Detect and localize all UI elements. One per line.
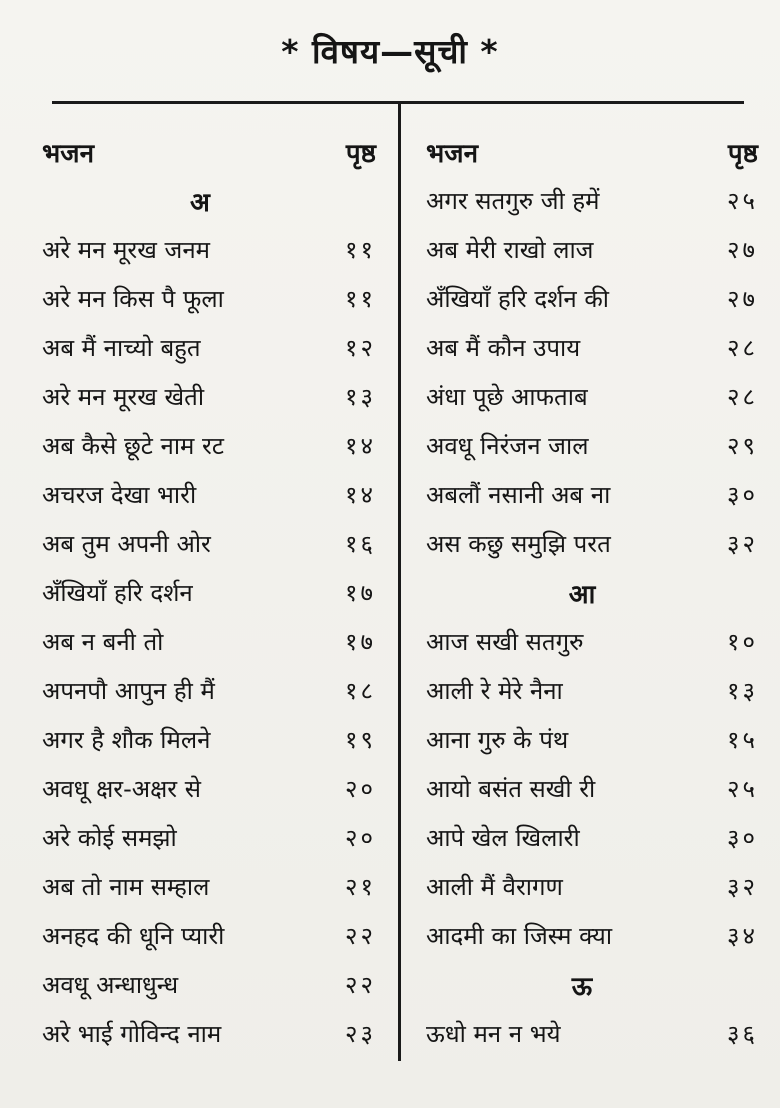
page-number: २० bbox=[345, 824, 376, 852]
list-item bbox=[42, 225, 376, 274]
list-item bbox=[426, 911, 758, 960]
bhajan-title: अब तो नाम सम्हाल bbox=[42, 873, 210, 901]
right-column bbox=[426, 128, 758, 1058]
bhajan-title: अवधू अन्धाधुन्ध bbox=[42, 971, 179, 999]
bhajan-title: अब न बनी तो bbox=[42, 628, 164, 656]
page-number: १४ bbox=[345, 432, 376, 460]
page-number: १४ bbox=[345, 481, 376, 509]
bhajan-title: अगर सतगुरु जी हमें bbox=[426, 187, 600, 215]
page-number: २३ bbox=[345, 1020, 376, 1048]
page-number: १८ bbox=[345, 677, 376, 705]
bhajan-title: अब मेरी राखो लाज bbox=[426, 236, 594, 264]
list-item bbox=[426, 519, 758, 568]
list-item bbox=[426, 862, 758, 911]
bhajan-title: ऊधो मन न भये bbox=[426, 1020, 561, 1048]
bhajan-heading: भजन bbox=[426, 139, 479, 169]
bhajan-title: अरे मन मूरख जनम bbox=[42, 236, 210, 264]
list-item bbox=[42, 764, 376, 813]
page-number: २८ bbox=[727, 334, 758, 362]
page-number: १५ bbox=[727, 726, 758, 754]
section-heading: अ bbox=[190, 187, 210, 218]
page-number: १० bbox=[727, 628, 758, 656]
page-number: ३४ bbox=[727, 922, 758, 950]
column-header bbox=[42, 128, 376, 176]
list-item bbox=[426, 1009, 758, 1058]
list-item bbox=[42, 372, 376, 421]
list-item bbox=[42, 274, 376, 323]
page-number: २० bbox=[345, 775, 376, 803]
bhajan-title: अरे भाई गोविन्द नाम bbox=[42, 1020, 222, 1048]
page-number: ३२ bbox=[727, 873, 758, 901]
list-item bbox=[426, 813, 758, 862]
bhajan-heading: भजन bbox=[42, 139, 95, 169]
list-item bbox=[42, 715, 376, 764]
page-number: २२ bbox=[345, 971, 376, 999]
bhajan-title: आली मैं वैरागण bbox=[426, 873, 563, 901]
page-number: १६ bbox=[345, 530, 376, 558]
bhajan-title: आदमी का जिस्म क्या bbox=[426, 922, 613, 950]
page-number: ११ bbox=[345, 285, 376, 313]
list-item bbox=[426, 225, 758, 274]
page-number: २८ bbox=[727, 383, 758, 411]
bhajan-title: अचरज देखा भारी bbox=[42, 481, 197, 509]
right-list-aa bbox=[426, 617, 758, 960]
list-item bbox=[42, 813, 376, 862]
page-title: * विषय—सूची * bbox=[281, 32, 499, 71]
list-item bbox=[42, 1009, 376, 1058]
page-heading: पृष्ठ bbox=[727, 139, 758, 169]
bhajan-title: अवधू निरंजन जाल bbox=[426, 432, 589, 460]
list-item bbox=[426, 715, 758, 764]
left-column bbox=[42, 128, 376, 1058]
list-item bbox=[426, 372, 758, 421]
bhajan-title: अरे मन मूरख खेती bbox=[42, 383, 205, 411]
list-item bbox=[426, 421, 758, 470]
bhajan-title: आपे खेल खिलारी bbox=[426, 824, 580, 852]
list-item bbox=[426, 176, 758, 225]
bhajan-title: आयो बसंत सखी री bbox=[426, 775, 596, 803]
page-number: २५ bbox=[727, 775, 758, 803]
page-number: १३ bbox=[345, 383, 376, 411]
section-heading: ऊ bbox=[571, 971, 593, 1002]
page-number: २५ bbox=[727, 187, 758, 215]
list-item bbox=[42, 960, 376, 1009]
list-item bbox=[42, 666, 376, 715]
bhajan-title: अँखियाँ हरि दर्शन की bbox=[426, 285, 610, 313]
page-number: ३६ bbox=[727, 1020, 758, 1048]
page-number: ३२ bbox=[727, 530, 758, 558]
list-item bbox=[42, 421, 376, 470]
page-number: २२ bbox=[345, 922, 376, 950]
page-number: ११ bbox=[345, 236, 376, 264]
list-item bbox=[426, 323, 758, 372]
column-header bbox=[426, 128, 758, 176]
list-item bbox=[42, 323, 376, 372]
bhajan-title: अब कैसे छूटे नाम रट bbox=[42, 432, 224, 460]
list-item bbox=[42, 568, 376, 617]
page-number: १७ bbox=[345, 628, 376, 656]
page-number: १७ bbox=[345, 579, 376, 607]
column-divider bbox=[398, 101, 401, 1061]
left-list bbox=[42, 225, 376, 1058]
list-item bbox=[426, 617, 758, 666]
list-item bbox=[426, 274, 758, 323]
page-number: १९ bbox=[345, 726, 376, 754]
bhajan-title: अवधू क्षर-अक्षर से bbox=[42, 775, 201, 803]
page-number: १३ bbox=[727, 677, 758, 705]
page-number: २९ bbox=[727, 432, 758, 460]
bhajan-title: अब मैं कौन उपाय bbox=[426, 334, 581, 362]
page-number: २७ bbox=[727, 236, 758, 264]
list-item bbox=[42, 519, 376, 568]
bhajan-title: अब तुम अपनी ओर bbox=[42, 530, 211, 558]
list-item bbox=[426, 470, 758, 519]
bhajan-title: अबलौं नसानी अब ना bbox=[426, 481, 611, 509]
bhajan-title: अँखियाँ हरि दर्शन bbox=[42, 579, 193, 607]
page-number: २१ bbox=[345, 873, 376, 901]
right-list-a bbox=[426, 176, 758, 568]
bhajan-title: अगर है शौक मिलने bbox=[42, 726, 211, 754]
page-number: २७ bbox=[727, 285, 758, 313]
bhajan-title: अपनपौ आपुन ही मैं bbox=[42, 677, 215, 705]
bhajan-title: अरे मन किस पै फूला bbox=[42, 285, 224, 313]
list-item bbox=[42, 617, 376, 666]
right-list-u bbox=[426, 1009, 758, 1058]
bhajan-title: अंधा पूछे आफताब bbox=[426, 383, 588, 411]
list-item bbox=[42, 862, 376, 911]
bhajan-title: आज सखी सतगुरु bbox=[426, 628, 584, 656]
list-item bbox=[42, 470, 376, 519]
page-number: १२ bbox=[345, 334, 376, 362]
bhajan-title: अस कछु समुझि परत bbox=[426, 530, 611, 558]
page-number: ३० bbox=[727, 824, 758, 852]
page-number: ३० bbox=[727, 481, 758, 509]
list-item bbox=[42, 911, 376, 960]
section-heading: आ bbox=[568, 579, 596, 610]
bhajan-title: अब मैं नाच्यो बहुत bbox=[42, 334, 201, 362]
list-item bbox=[426, 666, 758, 715]
list-item bbox=[426, 764, 758, 813]
page-heading: पृष्ठ bbox=[345, 139, 376, 169]
bhajan-title: अनहद की धूनि प्यारी bbox=[42, 922, 225, 950]
bhajan-title: आली रे मेरे नैना bbox=[426, 677, 563, 705]
bhajan-title: अरे कोई समझो bbox=[42, 824, 177, 852]
bhajan-title: आना गुरु के पंथ bbox=[426, 726, 569, 754]
